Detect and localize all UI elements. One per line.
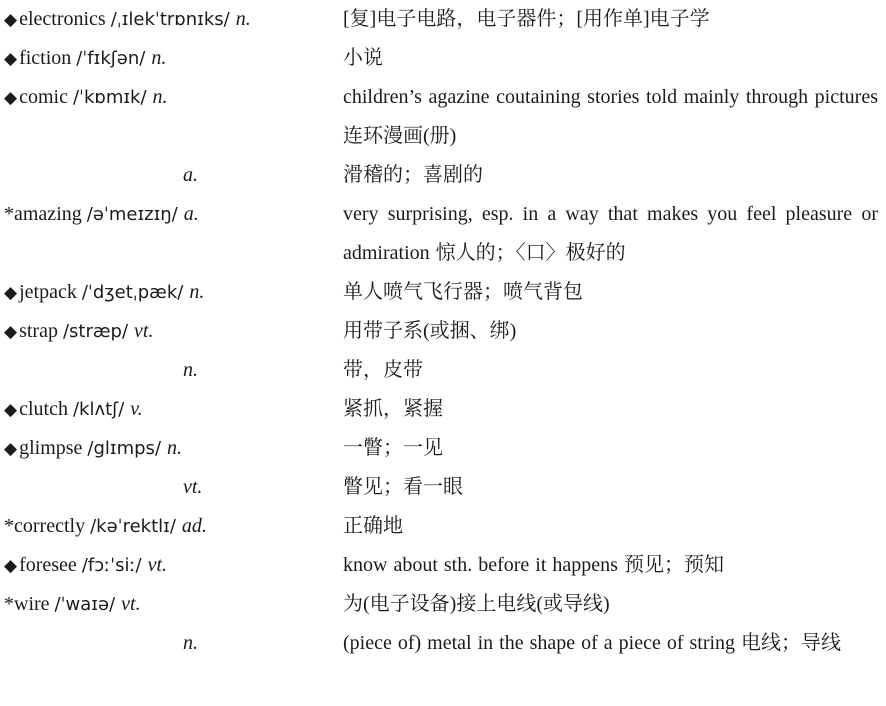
entry-definition: 瞥见；看一眼 xyxy=(343,476,463,498)
dictionary-entry xyxy=(4,39,878,78)
entry-definition: 单人喷气飞行器；喷气背包 xyxy=(343,281,583,303)
entry-definition: 正确地 xyxy=(343,515,403,537)
entry-headword-cell xyxy=(4,585,343,624)
entry-part-of-speech: n. xyxy=(167,437,183,459)
dictionary-entry xyxy=(4,546,878,585)
entry-part-of-speech: ad. xyxy=(181,515,207,537)
entry-word: wire xyxy=(14,593,50,615)
entry-definition: 紧抓，紧握 xyxy=(343,398,443,420)
entry-headword-cell xyxy=(4,0,343,39)
entry-phonetic: /ˌɪlekˈtrɒnɪks/ xyxy=(110,9,230,30)
entry-definition: 小说 xyxy=(343,47,383,69)
dictionary-entry xyxy=(4,585,878,624)
entry-phonetic: /fɔːˈsiː/ xyxy=(81,555,142,576)
entry-word: strap xyxy=(19,320,58,342)
entry-headword-cell xyxy=(4,78,343,117)
dictionary-entry xyxy=(4,195,878,273)
entry-definition: (piece of) metal in the shape of a piece of string 电线；导线 xyxy=(343,632,842,654)
entry-part-of-speech: vt. xyxy=(134,320,154,342)
entry-definition: 带，皮带 xyxy=(343,359,423,381)
entry-marker-icon: ◆ xyxy=(4,556,18,575)
entry-phonetic: /kəˈrektlɪ/ xyxy=(90,516,176,537)
entry-word: fiction xyxy=(19,47,72,69)
entry-word: jetpack xyxy=(19,281,77,303)
dictionary-entry xyxy=(4,429,878,468)
entry-definition: 用带子系(或捆、绑) xyxy=(343,320,517,342)
entry-word: comic xyxy=(19,86,68,108)
dictionary-entry xyxy=(4,156,878,195)
entry-part-of-speech: n. xyxy=(189,281,205,303)
entry-part-of-speech: n. xyxy=(152,86,168,108)
entry-word: foresee xyxy=(19,554,77,576)
entry-phonetic: /ˈkɒmɪk/ xyxy=(72,87,147,108)
entry-definition: know about sth. before it happens 预见；预知 xyxy=(343,554,724,576)
entry-phonetic: /ˈdʒetˌpæk/ xyxy=(81,282,184,303)
entry-marker-icon: ◆ xyxy=(4,322,18,341)
entry-headword-cell xyxy=(4,468,343,507)
entry-headword-cell xyxy=(4,195,343,234)
entry-headword-cell xyxy=(4,351,343,390)
entry-marker-icon: * xyxy=(4,593,14,615)
entry-part-of-speech: vt. xyxy=(183,476,203,498)
entry-headword-cell xyxy=(4,39,343,78)
entry-phonetic: /əˈmeɪzɪŋ/ xyxy=(86,204,178,225)
entry-phonetic: /ˈwaɪə/ xyxy=(54,594,116,615)
entry-definition: children’s agazine coutaining stories told mainly through pictures 连环漫画(册) xyxy=(343,86,878,147)
entry-definition: [复]电子电路，电子器件；[用作单]电子学 xyxy=(343,8,710,30)
entry-headword-cell xyxy=(4,546,343,585)
dictionary-entry xyxy=(4,468,878,507)
dictionary-entry xyxy=(4,312,878,351)
entry-marker-icon: ◆ xyxy=(4,10,18,29)
entry-part-of-speech: v. xyxy=(130,398,143,420)
dictionary-entry xyxy=(4,507,878,546)
entry-word: electronics xyxy=(19,8,106,30)
entry-headword-cell xyxy=(4,312,343,351)
dictionary-entry xyxy=(4,273,878,312)
entry-phonetic: /klʌtʃ/ xyxy=(72,399,125,420)
entry-word: glimpse xyxy=(19,437,83,459)
entry-definition: 滑稽的；喜剧的 xyxy=(343,164,483,186)
entry-phonetic: /glɪmps/ xyxy=(87,438,162,459)
dictionary-entry xyxy=(4,78,878,156)
entry-marker-icon: ◆ xyxy=(4,49,18,68)
entry-word: clutch xyxy=(19,398,68,420)
entry-headword-cell xyxy=(4,273,343,312)
entry-marker-icon: ◆ xyxy=(4,400,18,419)
dictionary-entry xyxy=(4,624,878,663)
entry-marker-icon: ◆ xyxy=(4,88,18,107)
entry-word: correctly xyxy=(14,515,86,537)
entry-headword-cell xyxy=(4,156,343,195)
entry-part-of-speech: n. xyxy=(235,8,251,30)
entry-word: amazing xyxy=(14,203,82,225)
entry-headword-cell xyxy=(4,390,343,429)
entry-marker-icon: ◆ xyxy=(4,439,18,458)
entry-definition: 为(电子设备)接上电线(或导线) xyxy=(343,593,610,615)
entry-headword-cell xyxy=(4,429,343,468)
entry-part-of-speech: a. xyxy=(183,203,199,225)
entry-part-of-speech: n. xyxy=(183,359,198,381)
entry-definition: 一瞥；一见 xyxy=(343,437,443,459)
entry-part-of-speech: vt. xyxy=(121,593,141,615)
entry-part-of-speech: vt. xyxy=(147,554,168,576)
vocabulary-list xyxy=(4,0,878,663)
entry-part-of-speech: n. xyxy=(151,47,167,69)
entry-part-of-speech: n. xyxy=(183,632,198,654)
dictionary-entry xyxy=(4,351,878,390)
entry-marker-icon: ◆ xyxy=(4,283,18,302)
entry-phonetic: /stræp/ xyxy=(62,321,129,342)
entry-definition: very surprising, esp. in a way that makes you feel pleasure or admiration 惊人的；〈口〉极好的 xyxy=(343,203,878,264)
dictionary-entry xyxy=(4,390,878,429)
entry-marker-icon: * xyxy=(4,515,14,537)
entry-headword-cell xyxy=(4,624,343,663)
entry-phonetic: /ˈfɪkʃən/ xyxy=(76,48,146,69)
entry-marker-icon: * xyxy=(4,203,14,225)
dictionary-entry xyxy=(4,0,878,39)
entry-part-of-speech: a. xyxy=(183,164,198,186)
entry-headword-cell xyxy=(4,507,343,546)
